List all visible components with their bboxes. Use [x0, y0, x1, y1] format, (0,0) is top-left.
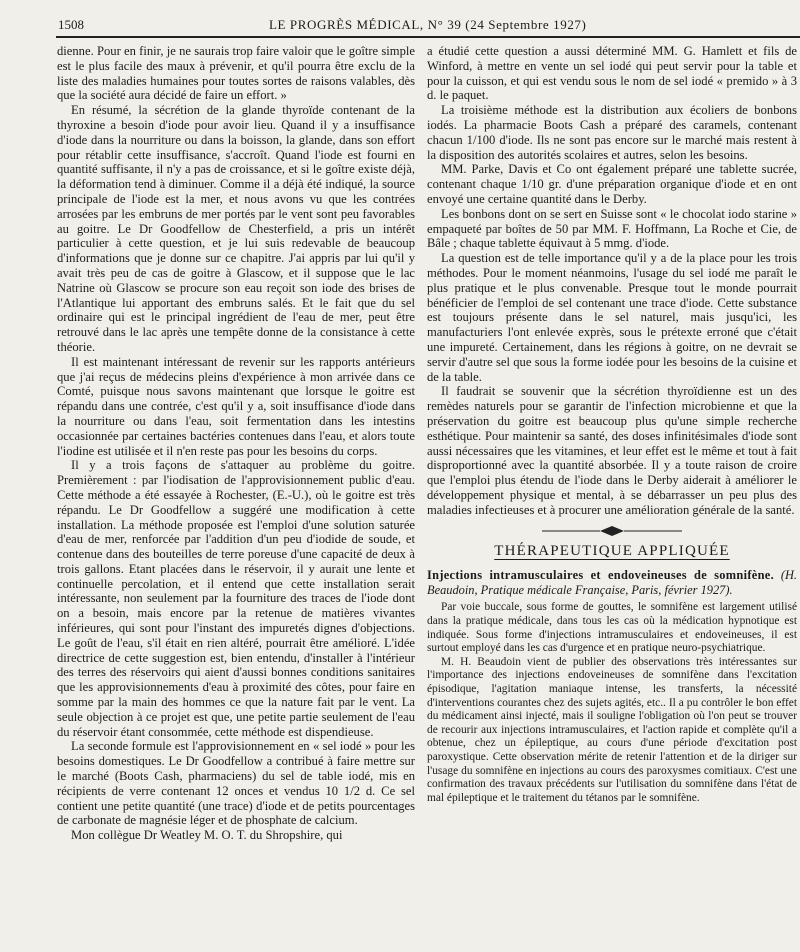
paragraph: a étudié cette question a aussi déterminé MM. G. Hamlett et fils de Winford, à mettre en vente un sel iodé qui peut servir pour la table et pour la cuisson, et qui est vendu sous le nom de sel iodé « premido » à 3 d. le paquet.	[427, 44, 797, 103]
paragraph: Mon collègue Dr Weatley M. O. T. du Shropshire, qui	[71, 828, 343, 843]
abstract-heading	[427, 568, 797, 597]
divider-ornament-icon	[542, 524, 682, 538]
abstract-body	[427, 601, 797, 805]
abstract-title: Injections intramusculaires et endoveineuses de somnifène.	[427, 568, 774, 583]
paragraph: Il est maintenant intéressant de revenir sur les rapports antérieurs que j'ai reçus de médecins pleins d'expérience à mon arrivée dans ce Comté, puisque nous savons maintenant que lorsque le goitre est répandu dans une contrée, c'est qu'il y a, soit insuffisance d'iode dans la nourriture ou dans l'eau, soit fermentation dans les intestins occasionnée par certaines bactéries contenues dans l'eau, et alors toute l'iodine est utilisée et il n'en reste pas pour les besoins du corps.	[57, 354, 415, 458]
section-title: THÉRAPEUTIQUE APPLIQUÉE	[494, 542, 730, 559]
paragraph: La troisième méthode est la distribution aux écoliers de bonbons iodés. La pharmacie Boots Cash a préparé des caramels, contenant chacun 1/100 d'iode. Ils ne sont pas encore sur le marché mais restent à la disposition des autorités scolaires et autres, selon les besoins.	[427, 103, 797, 162]
paragraph: Il faudrait se souvenir que la sécrétion thyroïdienne est un des remèdes naturels pour se garantir de l'infection microbienne et que la préservation du goitre est beaucoup plus qu'une simple recherche esthétique. Pour maintenir sa santé, des doses infinitésimales d'iode sont aussi nécessaires que les vitamines, et leur effet est le même et tout à fait disproportionné avec la quantité absorbée. Il y a toute raison de croire que l'emploi plus étendu de l'iode dans le Derby aiderait à améliorer le développement physique et mental, à se débarrasser un peu plus des maladies infectieuses et à procurer une amélioration générale de la santé.	[427, 384, 797, 517]
abstract-citation: (H. Beaudoin, Pratique médicale Française, Paris, février 1927).	[427, 568, 797, 597]
paragraph: La question est de telle importance qu'il y a de la place pour les trois méthodes. Pour le moment néanmoins, l'usage du sel iodé me paraît le plus pratique et le plus convenable. Presque tout le monde pourrait bénéficier de l'emploi de sel contenant une trace d'iode. Cette substance est toujours présente dans le sel naturel, mais jusqu'ici, les manufacturiers l'ont enlevée exprès, sous le prétexte erroné que c'était une impureté. Certainement, dans les régions à goitre, on ne devrait se servir d'autre sel que sous la forme iodée pour les besoins de la cuisine et de la table.	[427, 251, 797, 384]
paragraph: Il y a trois façons de s'attaquer au problème du goitre. Premièrement : par l'iodisation de l'approvisionnement public d'eau. Cette méthode a été essayée à Rochester, (E.-U.), où le goitre est très répandu. Le Dr Goodfellow a suggéré une modification à cette installation. La méthode proposée est l'emploi d'une solution saturée d'eau de mer, renforcée par l'addition d'un peu d'iodide de soude, et contenue dans des bouteilles de terre poreuse d'une capacité de deux à trois gallons. Etant placées dans le réservoir, il y aurait une lente et continuelle percolation, et il entend que cette installation serait intéressante, non seulement par la fourniture des traces de l'iode dont on a besoin, mais encore par la retenue de matières vivantes inférieures, qui sont pour l'instant des impuretés dignes d'objections. Le goût de l'eau, s'il était en rien altéré, pourrait être amélioré. L'idée directrice de cette suggestion est, bien entendu, d'installer à l'intérieur des terres des réservoirs qui aient d'aussi bonnes conditions sanitaires que les approvisionnements d'eau à proximité des côtes, pour faire en somme par la main des hommes ce que la nature fait par le vent. La seule objection à ce projet est que, une petite partie seulement de l'eau du réservoir étant consommée, cette méthode est dispendieuse.	[57, 458, 415, 739]
paragraph: La seconde formule est l'approvisionnement en « sel iodé » pour les besoins domestiques. Le Dr Goodfellow a contribué à faire mettre sur le marché (Boots Cash, pharmaciens) du sel de table iodé, mis en récipients de verre contenant 12 onces et vendus 10 1/2 d. Ce sel contient une petite quantité (une trace) d'iode et de petits pourcentages de carbonate de magnésie léger et de phosphate de calcium.	[57, 739, 415, 828]
paragraph: En résumé, la sécrétion de la glande thyroïde contenant de la thyroxine a besoin d'iode pour avoir lieu. Quand il y a insuffisance d'iode dans la nourriture ou dans la boisson, la glande, dans son effort pour rétablir cette insuffisance, s'accroît. Quand l'iode est fourni en quantité suffisante, il n'y a pas de croissance, et si le goître existe déjà, la déformation tend à diminuer. Comme il a déjà été indiqué, la source principale de l'iode est la mer, et nous avons vu que les contrées arrosées par les embruns de mer portés par le vent sont peu favorables au goitre. Le Dr Goodfellow de Chesterfield, a pris un intérêt particulier à cette question, et je lui suis redevable de beaucoup d'informations que je donne sur ce chapitre. J'ai appris par lui qu'il y avait très peu de cas de goitre à Glascow, et il suppose que le lac Natrine où Glascow se procure son eau reçoit son iode des brises de l'Atlantique lui apportant des embruns salés. Et le fait que du sel ordinaire qui est le principal ingrédient de l'eau de mer, peut être retrouvé dans le lac après une tempête donne de la consistance à cette théorie.	[57, 103, 415, 354]
header-rule	[56, 36, 800, 38]
section-divider-ornament	[427, 524, 797, 538]
page-header	[0, 0, 800, 30]
running-title: LE PROGRÈS MÉDICAL, N° 39 (24 Septembre 1927)	[269, 17, 587, 32]
paragraph: MM. Parke, Davis et Co ont également préparé une tablette sucrée, contenant chaque 1/10 gr. d'une préparation organique d'iode et en ont envoyé une certaine quantité dans le Derby.	[427, 162, 797, 206]
page-number: 1508	[58, 17, 84, 32]
left-column	[57, 44, 415, 843]
paragraph: dienne. Pour en finir, je ne saurais trop faire valoir que le goître simple est le plus facile des maux à prévenir, et qu'il pourra être exclu de la liste des maladies humaines pour toutes sortes de raisons valables, dès que la société aura décidé de faire un effort. »	[57, 44, 415, 103]
paragraph: Les bonbons dont on se sert en Suisse sont « le chocolat iodo starine » empaqueté par boîtes de 50 par MM. F. Hoffmann, La Roche et Cie, de Bâle ; chaque tablette équivaut à 5 mmg. d'iode.	[427, 206, 797, 251]
paragraph: M. H. Beaudoin vient de publier des observations très intéressantes sur l'importance des injections endoveineuses de somnifène dans l'excitation épisodique, l'agitation maniaque intense, les transferts, la nécessité d'interventions courantes chez des sujets agités, etc.. Il a pu contrôler le bon effet du médicament ainsi injecté, mais il souligne l'obligation où l'on peut se trouver de recourir aux injections intramusculaires, et l'action rapide et complète qu'il a obtenue, chez un épileptique, au cours d'une période d'excitation post paroxystique. Cette observation mérite de retenir l'attention et de la diriger sur l'usage du somnifène en injections au cours des paroxysmes comitiaux. C'est une confirmation des travaux précédents sur l'utilisation du somnifène dans l'état de mal épileptique et le traitement du tétanos par le somnifène.	[427, 655, 797, 804]
paragraph: Par voie buccale, sous forme de gouttes, le somnifène est largement utilisé dans la pratique médicale, dans tous les cas où la médication hypnotique est indiquée. Sous forme d'injections intramusculaires et endoveineuses, il est surtout employé dans les cas d'urgence et en pratique neuro-psychiatrique.	[427, 601, 797, 655]
right-column	[427, 44, 797, 805]
